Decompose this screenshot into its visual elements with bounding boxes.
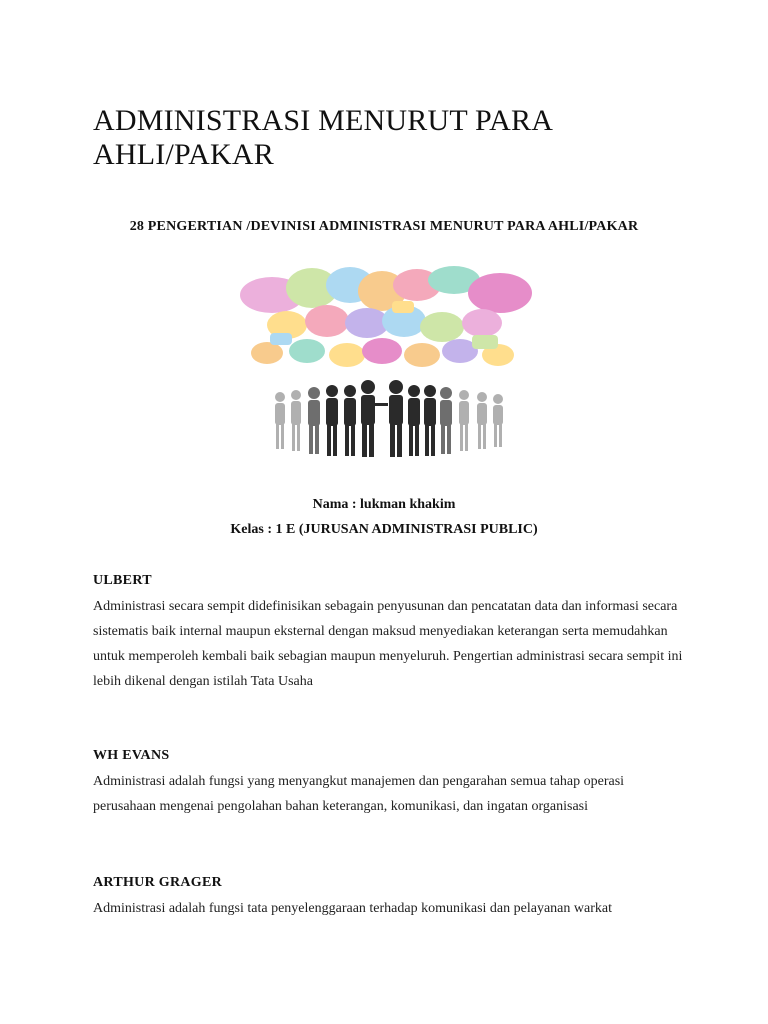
- document-title: ADMINISTRASI MENURUT PARA AHLI/PAKAR: [93, 104, 552, 171]
- author-name: Nama : lukman khakim: [312, 497, 456, 512]
- author-class: Kelas : 1 E (JURUSAN ADMINISTRASI PUBLIC): [230, 522, 538, 537]
- section-text-wh-evans: Administrasi adalah fungsi yang menyangkut manajemen dan pengarahan semua tahap operasi perusahaan mengenai pengolahan bahan keterangan, komunikasi, dan ingatan organisasi: [93, 774, 625, 814]
- document-subtitle: 28 PENGERTIAN /DEVINISI ADMINISTRASI MENURUT PARA AHLI/PAKAR: [129, 219, 639, 234]
- section-text-arthur-grager: Administrasi adalah fungsi tata penyelenggaraan terhadap komunikasi dan pelayanan warkat: [93, 901, 612, 916]
- section-text-ulbert: Administrasi secara sempit didefinisikan sebagain penyusunan dan pencatatan data dan informasi secara sistematis baik internal maupun eksternal dengan maksud menyediakan keterangan serta memudahkan untuk memperoleh kembali baik sebagian maupun menyeluruh. Pengertian administrasi secara sempit ini lebih dikenal dengan istilah Tata Usaha: [93, 599, 683, 689]
- section-heading-wh-evans: WH EVANS: [93, 748, 170, 763]
- people-speech-bubbles-illustration: [232, 263, 532, 463]
- section-heading-arthur-grager: ARTHUR GRAGER: [93, 875, 223, 890]
- section-heading-ulbert: ULBERT: [93, 573, 152, 588]
